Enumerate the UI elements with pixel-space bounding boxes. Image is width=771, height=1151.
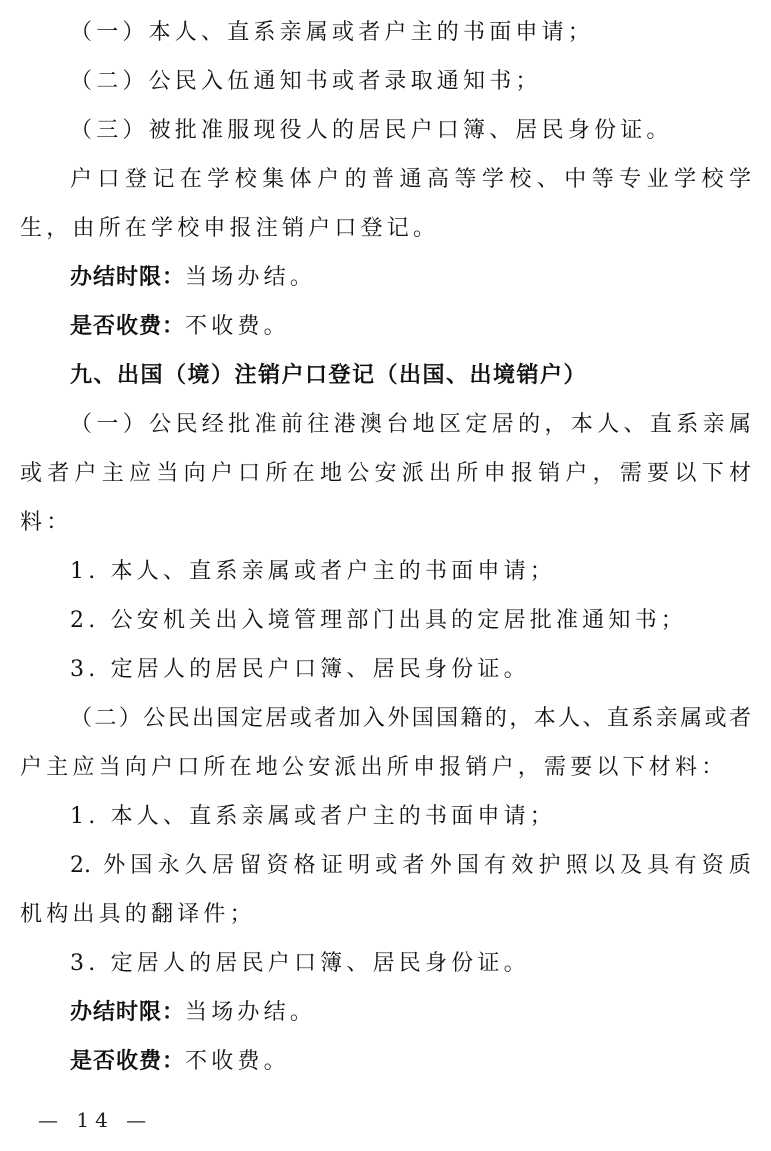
paragraph-line: 料： bbox=[20, 510, 73, 535]
processing-time-value: 当场办结。 bbox=[185, 1000, 317, 1025]
page-number: — 14 — bbox=[38, 1108, 153, 1132]
paragraph-line: 生，由所在学校申报注销户口登记。 bbox=[20, 216, 440, 241]
fee-row bbox=[20, 1037, 751, 1086]
processing-time-value: 当场办结。 bbox=[185, 265, 317, 290]
document-page bbox=[20, 8, 751, 1086]
list-item: 2. 外国永久居留资格证明或者外国有效护照以及具有资质 bbox=[70, 853, 751, 878]
paragraph-line: 户口登记在学校集体户的普通高等学校、中等专业学校学 bbox=[70, 167, 751, 192]
processing-time-row bbox=[20, 253, 751, 302]
paragraph-line: 或者户主应当向户口所在地公安派出所申报销户，需要以下材 bbox=[20, 461, 751, 486]
paragraph-line: （二）公民出国定居或者加入外国国籍的，本人、直系亲属或者 bbox=[70, 706, 751, 731]
fee-value: 不收费。 bbox=[185, 1049, 290, 1074]
processing-time-row bbox=[20, 988, 751, 1037]
processing-time-label: 办结时限： bbox=[70, 265, 186, 290]
paragraph-line: （一）本人、直系亲属或者户主的书面申请； bbox=[70, 20, 595, 45]
paragraph-line: （三）被批准服现役人的居民户口簿、居民身份证。 bbox=[70, 118, 673, 143]
list-item: 1. 本人、直系亲属或者户主的书面申请； bbox=[70, 559, 556, 584]
list-item: 3. 定居人的居民户口簿、居民身份证。 bbox=[70, 657, 530, 682]
paragraph-line: 机构出具的翻译件； bbox=[20, 902, 256, 927]
list-item: 2. 公安机关出入境管理部门出具的定居批准通知书； bbox=[70, 608, 687, 633]
fee-label: 是否收费： bbox=[70, 1049, 186, 1074]
list-item: 3. 定居人的居民户口簿、居民身份证。 bbox=[70, 951, 530, 976]
paragraph-line: 户主应当向户口所在地公安派出所申报销户，需要以下材料： bbox=[20, 755, 728, 780]
fee-value: 不收费。 bbox=[185, 314, 290, 339]
processing-time-label: 办结时限： bbox=[70, 1000, 186, 1025]
fee-row bbox=[20, 302, 751, 351]
list-item: 1. 本人、直系亲属或者户主的书面申请； bbox=[70, 804, 556, 829]
paragraph-line: （二）公民入伍通知书或者录取通知书； bbox=[70, 69, 542, 94]
section-heading: 九、出国（境）注销户口登记（出国、出境销户） bbox=[70, 363, 588, 388]
paragraph-line: （一）公民经批准前往港澳台地区定居的，本人、直系亲属 bbox=[70, 412, 751, 437]
fee-label: 是否收费： bbox=[70, 314, 186, 339]
